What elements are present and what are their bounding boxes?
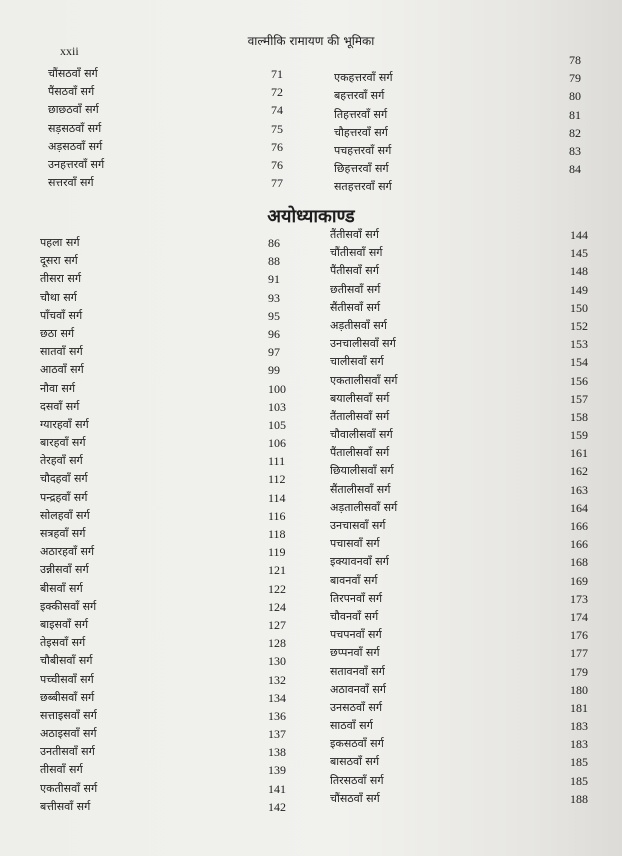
chapter-name: एकतालीसवाँ सर्ग — [330, 373, 398, 387]
chapter-page-number: 142 — [268, 799, 286, 814]
chapter-page-number: 99 — [268, 363, 280, 378]
chapter-page-number: 124 — [268, 599, 286, 614]
chapter-name: छप्पनवाँ सर्ग — [330, 646, 380, 660]
chapter-page-number: 76 — [271, 157, 283, 172]
chapter-name: चौंसठवाँ सर्ग — [48, 67, 98, 80]
chapter-page-number: 111 — [268, 454, 286, 469]
chapter-page-number: 141 — [268, 781, 286, 796]
running-header-title: वाल्मीकि रामायण की भूमिका — [247, 34, 375, 48]
chapter-name: छठा सर्ग — [40, 326, 75, 340]
chapter-page-number: 127 — [268, 617, 286, 632]
chapter-page-number: 93 — [268, 290, 280, 305]
chapter-name: छाछठवाँ सर्ग — [48, 103, 99, 117]
chapter-name: बीसवाँ सर्ग — [40, 581, 83, 595]
chapter-name: पन्द्रहवाँ सर्ग — [40, 490, 88, 504]
chapter-page-number: 176 — [570, 628, 588, 643]
chapter-name: बत्तीसवाँ सर्ग — [40, 799, 91, 813]
chapter-name: तैंतालीसवाँ सर्ग — [330, 409, 390, 423]
chapter-page-number: 164 — [570, 500, 588, 515]
chapter-name: साठवाँ सर्ग — [330, 719, 373, 733]
chapter-name: तिहत्तरवाँ सर्ग — [334, 107, 388, 121]
chapter-page-number: 157 — [570, 391, 588, 406]
chapter-name: सातवाँ सर्ग — [40, 345, 83, 359]
chapter-page-number: 154 — [570, 355, 588, 370]
chapter-name: चौदहवाँ सर्ग — [40, 472, 88, 486]
chapter-page-number: 158 — [570, 409, 588, 424]
chapter-name: एकहत्तरवाँ सर्ग — [334, 71, 393, 85]
chapter-name: छिहत्तरवाँ सर्ग — [334, 162, 389, 176]
chapter-name: सतावनवाँ सर्ग — [330, 664, 385, 678]
chapter-page-number: 118 — [268, 527, 286, 541]
chapter-page-number: 105 — [268, 417, 286, 432]
chapter-name: उनचासवाँ सर्ग — [330, 519, 386, 532]
chapter-name: उनचालीसवाँ सर्ग — [330, 337, 396, 351]
chapter-name: चौंसठवाँ सर्ग — [330, 791, 380, 805]
chapter-name: पहला सर्ग — [40, 236, 80, 249]
chapter-page-number: 139 — [268, 763, 286, 778]
chapter-name: उनतीसवाँ सर्ग — [40, 745, 95, 759]
chapter-name: सतहत्तरवाँ सर्ग — [334, 180, 392, 194]
chapter-name: उनसठवाँ सर्ग — [330, 700, 383, 714]
chapter-name: अठारहवाँ सर्ग — [40, 545, 95, 559]
chapter-name: पचहत्तरवाँ सर्ग — [334, 143, 392, 157]
chapter-page-number: 156 — [570, 373, 588, 388]
chapter-name: ग्यारहवाँ सर्ग — [40, 417, 89, 431]
chapter-name: दूसरा सर्ग — [40, 254, 78, 268]
chapter-name: चालीसवाँ सर्ग — [330, 355, 384, 369]
chapter-name: नौवा सर्ग — [40, 381, 76, 395]
chapter-name: बावनवाँ सर्ग — [330, 573, 378, 587]
chapter-name: सड़सठवाँ सर्ग — [48, 121, 102, 135]
chapter-page-number: 169 — [570, 573, 588, 588]
chapter-name: सत्ताइसवाँ सर्ग — [40, 708, 97, 722]
chapter-page-number: 122 — [268, 581, 286, 596]
chapter-name: पाँचवाँ सर्ग — [40, 308, 83, 322]
chapter-name: चौथा सर्ग — [40, 290, 77, 304]
page-number: xxii — [60, 44, 79, 58]
chapter-page-number: 168 — [570, 555, 588, 570]
chapter-name: चौवनवाँ सर्ग — [330, 609, 379, 623]
chapter-name: अठावनवाँ सर्ग — [330, 682, 386, 696]
chapter-page-number: 183 — [570, 719, 588, 734]
chapter-name: तेरहवाँ सर्ग — [40, 454, 83, 468]
chapter-page-number: 181 — [570, 700, 588, 715]
chapter-page-number: 166 — [570, 537, 588, 552]
chapter-name: इकसठवाँ सर्ग — [330, 737, 384, 751]
chapter-page-number: 148 — [570, 264, 588, 279]
chapter-page-number: 185 — [570, 755, 588, 770]
chapter-name: तीसरा सर्ग — [40, 272, 82, 286]
chapter-page-number: 121 — [268, 563, 286, 578]
chapter-name: पैंतालीसवाँ सर्ग — [330, 446, 390, 460]
chapter-name: पैंसठवाँ सर्ग — [48, 85, 95, 99]
chapter-page-number: 166 — [570, 519, 588, 533]
chapter-name: सोलहवाँ सर्ग — [40, 508, 90, 522]
chapter-name: सत्रहवाँ सर्ग — [40, 527, 86, 540]
chapter-page-number: 152 — [570, 318, 588, 333]
chapter-name: अड़सठवाँ सर्ग — [48, 139, 103, 153]
chapter-name: पचपनवाँ सर्ग — [330, 628, 382, 642]
chapter-name: तैंतीसवाँ सर्ग — [330, 228, 379, 241]
chapter-page-number: 106 — [268, 436, 286, 451]
chapter-name: आठवाँ सर्ग — [40, 363, 84, 377]
chapter-page-number: 145 — [570, 246, 588, 261]
chapter-page-number: 183 — [570, 737, 588, 752]
chapter-name: बारहवाँ सर्ग — [40, 436, 86, 450]
chapter-page-number: 95 — [268, 308, 280, 323]
chapter-name: पचासवाँ सर्ग — [330, 537, 380, 551]
chapter-name: चौवालीसवाँ सर्ग — [330, 428, 393, 442]
chapter-page-number: 71 — [271, 67, 283, 81]
chapter-name: बहत्तरवाँ सर्ग — [334, 89, 385, 103]
chapter-page-number: 77 — [271, 176, 283, 191]
chapter-name: सैंतालीसवाँ सर्ग — [330, 482, 391, 496]
chapter-page-number: 149 — [570, 282, 588, 297]
chapter-page-number: 80 — [569, 89, 581, 104]
chapter-page-number: 84 — [569, 162, 581, 177]
chapter-page-number: 128 — [268, 636, 286, 651]
chapter-name: सत्तरवाँ सर्ग — [48, 176, 94, 190]
chapter-name: पैंतीसवाँ सर्ग — [330, 264, 379, 278]
chapter-page-number: 91 — [268, 272, 280, 287]
chapter-page-number: 173 — [570, 591, 588, 606]
chapter-name: एकतीसवाँ सर्ग — [40, 781, 98, 795]
chapter-name: चौहत्तरवाँ सर्ग — [334, 125, 388, 139]
chapter-page-number: 74 — [271, 103, 283, 118]
chapter-name: तेइसवाँ सर्ग — [40, 636, 86, 650]
section-title: अयोध्याकाण्ड — [267, 206, 355, 227]
chapter-name: अड़तालीसवाँ सर्ग — [330, 500, 398, 514]
chapter-page-number: 81 — [569, 107, 581, 122]
chapter-name: उनहत्तरवाँ सर्ग — [48, 157, 105, 171]
chapter-page-number: 72 — [271, 85, 283, 100]
chapter-page-number: 180 — [570, 682, 588, 697]
chapter-page-number: 116 — [268, 508, 286, 523]
chapter-name: उन्नीसवाँ सर्ग — [40, 563, 89, 577]
chapter-page-number: 177 — [570, 646, 588, 661]
chapter-page-number: 119 — [268, 545, 286, 560]
chapter-name: तिरपनवाँ सर्ग — [330, 591, 383, 605]
chapter-page-number: 179 — [570, 664, 588, 679]
chapter-page-number: 144 — [570, 228, 588, 242]
chapter-name: चौंतीसवाँ सर्ग — [330, 246, 383, 260]
chapter-page-number: 162 — [570, 464, 588, 479]
chapter-page-number: 103 — [268, 399, 286, 414]
chapter-page-number: 132 — [268, 672, 286, 687]
chapter-page-number: 76 — [271, 139, 283, 154]
chapter-name: पच्चीसवाँ सर्ग — [40, 672, 94, 686]
chapter-page-number: 188 — [570, 791, 588, 806]
chapter-page-number: 86 — [268, 236, 280, 250]
chapter-name: अठाइसवाँ सर्ग — [40, 727, 97, 741]
chapter-name: तीसवाँ सर्ग — [40, 763, 83, 777]
chapter-page-number: 100 — [268, 381, 286, 396]
chapter-page-number: 185 — [570, 773, 588, 788]
chapter-page-number: 75 — [271, 121, 283, 136]
chapter-name: इक्यावनवाँ सर्ग — [330, 555, 389, 569]
chapter-page-number: 138 — [268, 745, 286, 760]
chapter-name: बाइसवाँ सर्ग — [40, 617, 89, 631]
chapter-name: छतीसवाँ सर्ग — [330, 282, 381, 296]
chapter-page-number: 163 — [570, 482, 588, 497]
chapter-page-number: 174 — [570, 609, 588, 624]
chapter-name: अड़तीसवाँ सर्ग — [330, 318, 387, 332]
chapter-page-number: 96 — [268, 326, 280, 341]
chapter-name: छियालीसवाँ सर्ग — [330, 464, 394, 478]
chapter-page-number: 134 — [268, 690, 286, 705]
chapter-page-number: 79 — [569, 71, 581, 86]
chapter-page-number: 150 — [570, 300, 588, 315]
chapter-name: इक्कीसवाँ सर्ग — [40, 599, 97, 613]
chapter-page-number: 82 — [569, 125, 581, 140]
chapter-page-number: 130 — [268, 654, 286, 669]
chapter-page-number: 136 — [268, 708, 286, 723]
chapter-page-number: 159 — [570, 428, 588, 443]
chapter-page-number: 83 — [569, 143, 581, 158]
chapter-name: तिरसठवाँ सर्ग — [330, 773, 384, 787]
chapter-page-number: 78 — [569, 53, 581, 67]
chapter-page-number: 88 — [268, 254, 280, 269]
chapter-page-number: 153 — [570, 337, 588, 352]
chapter-page-number: 112 — [268, 472, 286, 487]
chapter-name: चौबीसवाँ सर्ग — [40, 654, 93, 668]
chapter-page-number: 114 — [268, 490, 286, 505]
chapter-name: सैंतीसवाँ सर्ग — [330, 300, 381, 314]
chapter-page-number: 97 — [268, 345, 280, 360]
chapter-name: बासठवाँ सर्ग — [330, 755, 380, 769]
chapter-name: बयालीसवाँ सर्ग — [330, 391, 390, 405]
chapter-page-number: 161 — [570, 446, 588, 461]
chapter-page-number: 137 — [268, 727, 286, 742]
chapter-name: दसवाँ सर्ग — [40, 399, 80, 413]
chapter-name: छब्बीसवाँ सर्ग — [40, 690, 95, 704]
